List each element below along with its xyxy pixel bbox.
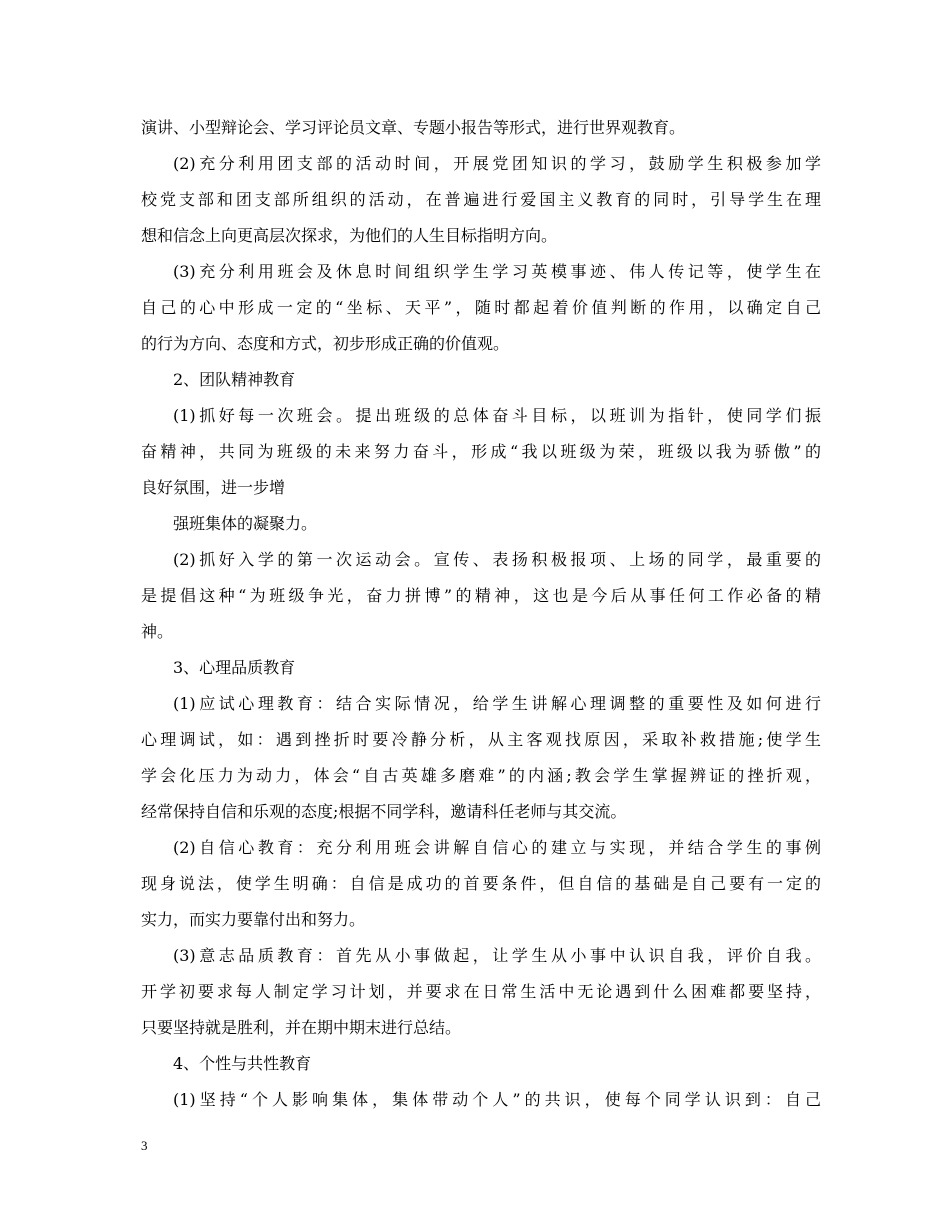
section-heading: 2、团队精神教育 xyxy=(173,370,296,389)
text-line: 只要坚持就是胜利，并在期中期末进行总结。 xyxy=(141,1018,462,1037)
text-line: 心理调试，如：遇到挫折时要冷静分析，从主客观找原因，采取补救措施;使学生 xyxy=(141,730,821,749)
section-heading: 4、个性与共性教育 xyxy=(173,1054,312,1073)
text-line: 良好氛围，进一步增 xyxy=(141,478,286,497)
text-line: (1)坚持“个人影响集体，集体带动个人”的共识，使每个同学认识到：自己 xyxy=(173,1090,821,1109)
text-line: 实力，而实力要靠付出和努力。 xyxy=(141,910,366,929)
text-line: 演讲、小型辩论会、学习评论员文章、专题小报告等形式，进行世界观教育。 xyxy=(141,118,686,137)
text-line: 校党支部和团支部所组织的活动，在普遍进行爱国主义教育的同时，引导学生在理 xyxy=(141,190,821,209)
text-line: 现身说法，使学生明确：自信是成功的首要条件，但自信的基础是自己要有一定的 xyxy=(141,874,821,893)
text-line: 想和信念上向更高层次探求，为他们的人生目标指明方向。 xyxy=(141,226,558,245)
text-line: (3)充分利用班会及休息时间组织学生学习英模事迹、伟人传记等，使学生在 xyxy=(173,262,821,281)
text-line: (1)抓好每一次班会。提出班级的总体奋斗目标，以班训为指针，使同学们振 xyxy=(173,406,821,425)
text-line: (2)抓好入学的第一次运动会。宣传、表扬积极报项、上场的同学，最重要的 xyxy=(173,550,821,569)
text-line: 奋精神，共同为班级的未来努力奋斗，形成“我以班级为荣，班级以我为骄傲”的 xyxy=(141,442,821,461)
section-heading: 3、心理品质教育 xyxy=(173,658,296,677)
text-line: 自己的心中形成一定的“坐标、天平”，随时都起着价值判断的作用，以确定自己 xyxy=(141,298,821,317)
text-line: (1)应试心理教育：结合实际情况，给学生讲解心理调整的重要性及如何进行 xyxy=(173,694,821,713)
text-line: (2)充分利用团支部的活动时间，开展党团知识的学习，鼓励学生积极参加学 xyxy=(173,154,821,173)
text-line: 学会化压力为动力，体会“自古英雄多磨难”的内涵;教会学生掌握辨证的挫折观， xyxy=(141,766,821,785)
text-line: 是提倡这种“为班级争光，奋力拼博”的精神，这也是今后从事任何工作必备的精 xyxy=(141,586,821,605)
text-line: 强班集体的凝聚力。 xyxy=(173,514,318,533)
text-line: (2)自信心教育：充分利用班会讲解自信心的建立与实现，并结合学生的事例 xyxy=(173,838,821,857)
page-number: 3 xyxy=(141,1138,148,1153)
text-line: 开学初要求每人制定学习计划，并要求在日常生活中无论遇到什么困难都要坚持， xyxy=(141,982,821,1001)
text-line: 神。 xyxy=(141,622,174,641)
text-line: (3)意志品质教育：首先从小事做起，让学生从小事中认识自我，评价自我。 xyxy=(173,946,821,965)
text-line: 的行为方向、态度和方式，初步形成正确的价值观。 xyxy=(141,334,510,353)
text-line: 经常保持自信和乐观的态度;根据不同学科，邀请科任老师与其交流。 xyxy=(141,802,627,821)
